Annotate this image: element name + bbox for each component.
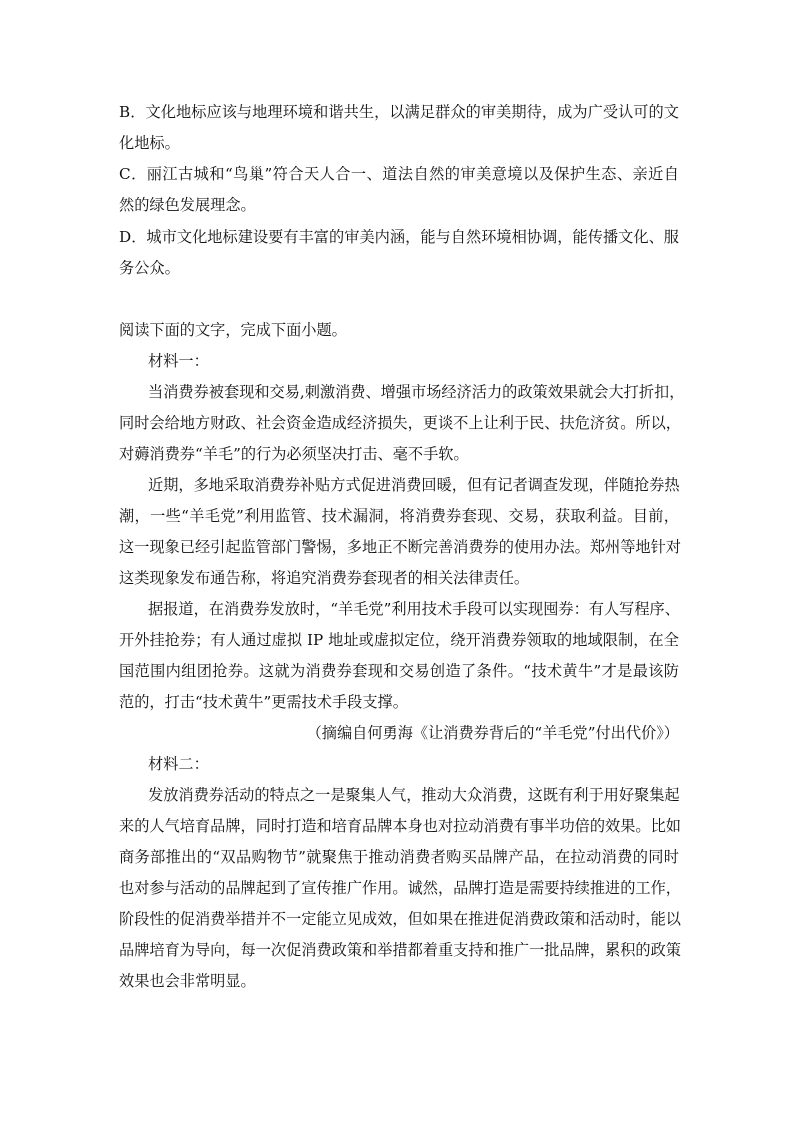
material-2-p1-line-7: 效果也会非常明显。 — [119, 972, 256, 990]
material-1-p2-line-4: 这类现象发布通告称，将追究消费券套现者的相关法律责任。 — [119, 569, 530, 587]
material-1-p2-line-3: 这一现象已经引起监管部门警惕，多地正不断完善消费券的使用办法。郑州等地针对 — [119, 538, 681, 556]
material-1-p3-line-4: 范的，打击“技术黄牛”更需技术手段支撑。 — [119, 693, 408, 711]
material-2-p1-line-2: 来的人气培育品牌，同时打造和培育品牌本身也对拉动消费有事半功倍的效果。比如 — [119, 817, 681, 835]
material-2-p1-line-5: 阶段性的促消费举措并不一定能立见成效，但如果在推进促消费政策和活动时，能以 — [119, 910, 681, 928]
reading-instruction: 阅读下面的文字，完成下面小题。 — [119, 321, 347, 339]
material-2-heading: 材料二： — [148, 755, 209, 773]
material-2-p1-line-1: 发放消费券活动的特点之一是聚集人气，推动大众消费，这既有利于用好聚集起 — [148, 786, 680, 804]
option-d-line-1: D．城市文化地标建设要有丰富的审美内涵，能与自然环境相协调，能传播文化、服 — [119, 228, 679, 246]
material-1-p3-line-1: 据报道，在消费券发放时，“羊毛党”利用技术手段可以实现囤券：有人写程序、 — [148, 600, 680, 618]
material-1-p2-line-1: 近期，多地采取消费券补贴方式促进消费回暖，但有记者调查发现，伴随抢券热 — [148, 476, 680, 494]
material-1-p3-line-3: 国范围内组团抢券。这就为消费券套现和交易创造了条件。“技术黄牛”才是最该防 — [119, 662, 679, 680]
option-c-line-1: C．丽江古城和“鸟巢”符合天人合一、道法自然的审美意境以及保护生态、亲近自 — [119, 165, 679, 183]
material-2-p1-line-4: 也对参与活动的品牌起到了宣传推广作用。诚然，品牌打造是需要持续推进的工作， — [119, 879, 681, 897]
material-1-p1-line-3: 对薅消费券“羊毛”的行为必须坚决打击、毫不手软。 — [119, 445, 469, 463]
material-2-p1-line-3: 商务部推出的“双品购物节”就聚焦于推动消费者购买品牌产品，在拉动消费的同时 — [119, 848, 679, 866]
material-1-p1-line-2: 同时会给地方财政、社会资金造成经济损失，更谈不上让利于民、扶危济贫。所以， — [119, 414, 681, 432]
option-d-line-2: 务公众。 — [119, 259, 180, 277]
material-1-p1-line-1: 当消费券被套现和交易,刺激消费、增强市场经济活力的政策效果就会大打折扣， — [148, 383, 685, 401]
material-2-p1-line-6: 品牌培育为导向，每一次促消费政策和举措都着重支持和推广一批品牌，累积的政策 — [119, 941, 681, 959]
option-b-line-2: 化地标。 — [119, 134, 180, 152]
option-c-line-2: 然的绿色发展理念。 — [119, 196, 256, 214]
material-1-p3-line-2: 开外挂抢券；有人通过虚拟 IP 地址或虚拟定位，绕开消费券领取的地域限制，在全 — [119, 631, 679, 649]
material-1-heading: 材料一： — [148, 352, 209, 370]
material-1-p2-line-2: 潮，一些“羊毛党”利用监管、技术漏洞，将消费券套现、交易，获取利益。目前， — [119, 507, 679, 525]
option-b-line-1: B．文化地标应该与地理环境和谐共生，以满足群众的审美期待，成为广受认可的文 — [119, 103, 679, 121]
material-1-source: （摘编自何勇海《让消费券背后的“羊毛党”付出代价》） — [306, 724, 679, 742]
